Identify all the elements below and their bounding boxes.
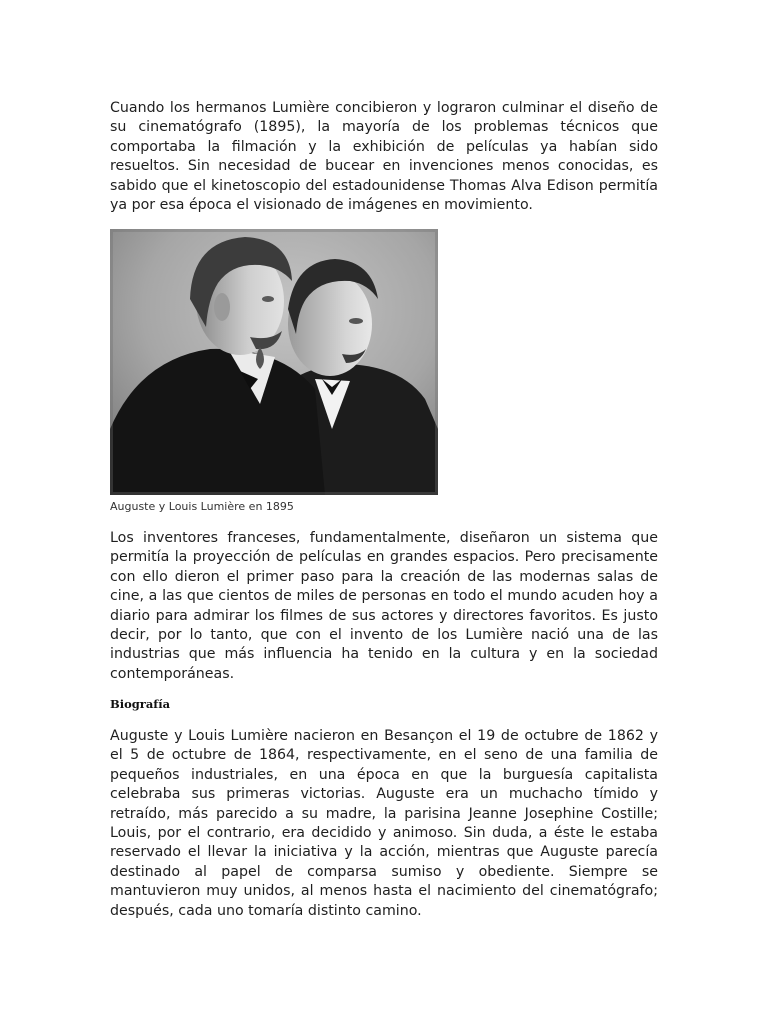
- biography-paragraph: Auguste y Louis Lumière nacieron en Besançon el 19 de octubre de 1862 y el 5 de octubre de 1864, respectivamente, en el seno de una familia de pequeños industriales, en una época en que la burguesía capitalista celebraba sus primeras victorias. Auguste era un muchacho tímido y retraído, más parecido a su madre, la parisina Jeanne Josephine Costille; Louis, por el contrario, era decidido y animoso. Sin duda, a éste le estaba reservado el llevar la iniciativa y la acción, mientras que Auguste parecía destinado al papel de comparsa sumiso y obediente. Siempre se mantuvieron muy unidos, al menos hasta el nacimiento del cinematógrafo; después, cada uno tomaría distinto camino.: [110, 728, 658, 919]
- section-heading: Biografía: [110, 697, 171, 711]
- lumiere-brothers-photo: [110, 229, 438, 495]
- intro-paragraph: Cuando los hermanos Lumière concibieron y lograron culminar el diseño de su cinematógrafo (1895), la mayoría de los problemas técnicos que comportaba la filmación y la exhibición de películas ya habían sido resueltos. Sin necesidad de bucear en invenciones menos conocidas, es sabido que el kinetoscopio del estadounidense Thomas Alva Edison permitía ya por esa época el visionado de imágenes en movimiento.: [110, 100, 658, 214]
- figure-caption: Auguste y Louis Lumière en 1895: [110, 500, 294, 513]
- body-paragraph: Los inventores franceses, fundamentalmente, diseñaron un sistema que permitía la proyección de películas en grandes espacios. Pero precisamente con ello dieron el primer paso para la creación de las modernas salas de cine, a las que cientos de miles de personas en todo el mundo acuden hoy a diario para admirar los filmes de sus actores y directores favoritos. Es justo decir, por lo tanto, que con el invento de los Lumière nació una de las industrias que más influencia ha tenido en la cultura y en la sociedad contemporáneas.: [110, 530, 658, 682]
